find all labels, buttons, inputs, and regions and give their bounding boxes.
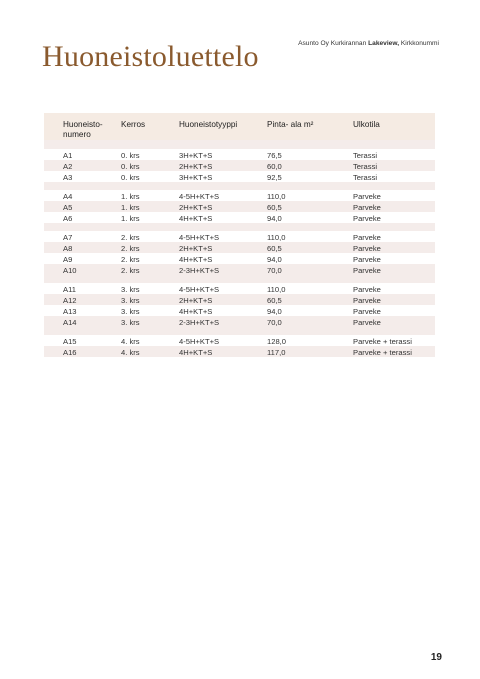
- cell-apartment-number: A15: [63, 336, 77, 346]
- page-title: Huoneistoluettelo: [42, 40, 259, 73]
- cell-outdoor-space: Parveke: [353, 213, 381, 223]
- cell-outdoor-space: Terassi: [353, 161, 378, 171]
- cell-floor: 0. krs: [121, 161, 140, 171]
- header-area: Pinta- ala m²: [267, 120, 314, 129]
- cell-outdoor-space: Terassi: [353, 150, 378, 160]
- header-note: [298, 40, 439, 47]
- header-note-suffix: Kirkkonummi: [400, 40, 439, 47]
- cell-floor: 3. krs: [121, 284, 140, 294]
- cell-apartment-type: 2H+KT+S: [179, 243, 213, 253]
- cell-apartment-number: A4: [63, 191, 73, 201]
- table-row: [44, 160, 435, 171]
- group-separator: [44, 327, 435, 335]
- cell-apartment-number: A1: [63, 150, 73, 160]
- table-row: [44, 190, 435, 201]
- cell-apartment-type: 4H+KT+S: [179, 306, 213, 316]
- cell-apartment-type: 4-5H+KT+S: [179, 232, 220, 242]
- table-row: [44, 283, 435, 294]
- cell-apartment-number: A3: [63, 172, 73, 182]
- table-row: [44, 242, 435, 253]
- cell-floor: 3. krs: [121, 295, 140, 305]
- header-note-prefix: Asunto Oy Kurkirannan: [298, 40, 367, 47]
- cell-floor: 3. krs: [121, 317, 140, 327]
- cell-floor: 2. krs: [121, 232, 140, 242]
- header-outdoor-space: Ulkotila: [353, 120, 380, 129]
- cell-outdoor-space: Parveke: [353, 284, 381, 294]
- cell-floor: 0. krs: [121, 150, 140, 160]
- cell-area: 60,0: [267, 161, 282, 171]
- cell-area: 117,0: [267, 347, 286, 357]
- cell-apartment-number: A12: [63, 295, 77, 305]
- cell-apartment-number: A10: [63, 265, 77, 275]
- cell-apartment-type: 2H+KT+S: [179, 161, 213, 171]
- cell-area: 110,0: [267, 191, 286, 201]
- cell-area: 76,5: [267, 150, 282, 160]
- table-row: [44, 253, 435, 264]
- cell-apartment-type: 4H+KT+S: [179, 213, 213, 223]
- cell-apartment-type: 3H+KT+S: [179, 150, 213, 160]
- cell-floor: 4. krs: [121, 347, 140, 357]
- cell-apartment-type: 3H+KT+S: [179, 172, 213, 182]
- cell-outdoor-space: Parveke: [353, 232, 381, 242]
- header-note-bold: Lakeview,: [368, 40, 400, 47]
- cell-area: 110,0: [267, 284, 286, 294]
- cell-apartment-type: 4-5H+KT+S: [179, 336, 220, 346]
- group-separator: [44, 140, 435, 149]
- cell-area: 60,5: [267, 202, 282, 212]
- cell-apartment-type: 4H+KT+S: [179, 254, 213, 264]
- table-row: [44, 316, 435, 327]
- cell-area: 92,5: [267, 172, 282, 182]
- cell-outdoor-space: Parveke: [353, 243, 381, 253]
- table-row: [44, 149, 435, 160]
- cell-floor: 2. krs: [121, 265, 140, 275]
- cell-area: 70,0: [267, 265, 282, 275]
- cell-floor: 1. krs: [121, 191, 140, 201]
- cell-area: 110,0: [267, 232, 286, 242]
- cell-floor: 1. krs: [121, 202, 140, 212]
- cell-apartment-number: A14: [63, 317, 77, 327]
- apartment-table: [44, 113, 435, 357]
- cell-area: 60,5: [267, 243, 282, 253]
- table-row: [44, 294, 435, 305]
- cell-outdoor-space: Parveke: [353, 317, 381, 327]
- cell-outdoor-space: Parveke: [353, 202, 381, 212]
- table-row: [44, 231, 435, 242]
- cell-outdoor-space: Parveke: [353, 254, 381, 264]
- cell-apartment-number: A11: [63, 284, 76, 294]
- cell-apartment-type: 4-5H+KT+S: [179, 191, 220, 201]
- cell-apartment-type: 2H+KT+S: [179, 202, 213, 212]
- cell-outdoor-space: Parveke + terassi: [353, 336, 412, 346]
- group-separator: [44, 223, 435, 231]
- table-row: [44, 212, 435, 223]
- table-header: [44, 113, 435, 140]
- cell-apartment-number: A8: [63, 243, 73, 253]
- header-apartment-type: Huoneistotyyppi: [179, 120, 238, 129]
- cell-apartment-number: A13: [63, 306, 77, 316]
- table-row: [44, 264, 435, 275]
- cell-outdoor-space: Parveke: [353, 265, 381, 275]
- cell-apartment-type: 4-5H+KT+S: [179, 284, 220, 294]
- cell-apartment-number: A2: [63, 161, 73, 171]
- cell-outdoor-space: Terassi: [353, 172, 378, 182]
- table-body: [44, 140, 435, 357]
- table-row: [44, 171, 435, 182]
- cell-floor: 1. krs: [121, 213, 140, 223]
- cell-outdoor-space: Parveke: [353, 306, 381, 316]
- cell-apartment-type: 2H+KT+S: [179, 295, 213, 305]
- cell-apartment-number: A9: [63, 254, 73, 264]
- cell-apartment-number: A16: [63, 347, 77, 357]
- cell-apartment-type: 2-3H+KT+S: [179, 317, 220, 327]
- header-apartment-number: Huoneisto- numero: [63, 120, 103, 139]
- cell-area: 94,0: [267, 213, 282, 223]
- cell-floor: 0. krs: [121, 172, 140, 182]
- cell-apartment-type: 2-3H+KT+S: [179, 265, 220, 275]
- cell-apartment-type: 4H+KT+S: [179, 347, 213, 357]
- cell-apartment-number: A6: [63, 213, 73, 223]
- cell-apartment-number: A5: [63, 202, 73, 212]
- cell-area: 128,0: [267, 336, 287, 346]
- cell-floor: 3. krs: [121, 306, 140, 316]
- table-row: [44, 335, 435, 346]
- cell-area: 94,0: [267, 254, 282, 264]
- header-floor: Kerros: [121, 120, 146, 129]
- cell-floor: 2. krs: [121, 243, 140, 253]
- table-row: [44, 346, 435, 357]
- group-separator: [44, 275, 435, 283]
- cell-area: 94,0: [267, 306, 282, 316]
- group-separator: [44, 182, 435, 190]
- cell-floor: 4. krs: [121, 336, 140, 346]
- table-row: [44, 201, 435, 212]
- cell-area: 60,5: [267, 295, 282, 305]
- cell-outdoor-space: Parveke: [353, 191, 381, 201]
- table-row: [44, 305, 435, 316]
- cell-outdoor-space: Parveke: [353, 295, 381, 305]
- page-number: 19: [430, 652, 442, 663]
- cell-area: 70,0: [267, 317, 282, 327]
- cell-apartment-number: A7: [63, 232, 73, 242]
- cell-floor: 2. krs: [121, 254, 140, 264]
- cell-outdoor-space: Parveke + terassi: [353, 347, 412, 357]
